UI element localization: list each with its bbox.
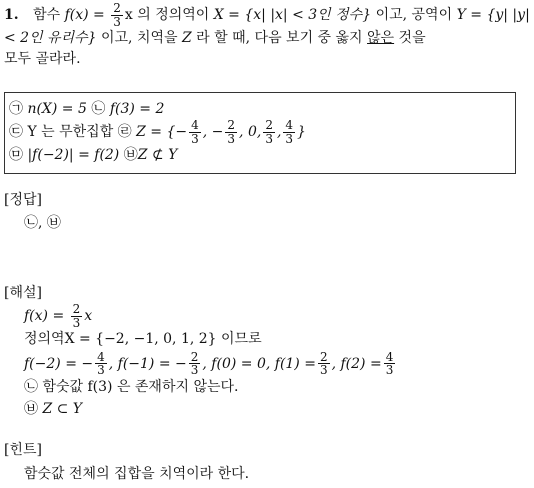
explanation-l3-b: , f(−1) = − bbox=[108, 355, 187, 372]
explanation-l3-c-num: 2 bbox=[319, 349, 328, 364]
choice-4-frac-4-den: 3 bbox=[285, 131, 294, 146]
question-range-var: Z bbox=[181, 30, 192, 47]
explanation-l3-frac-b bbox=[189, 351, 201, 377]
question-text-f: 것을 bbox=[398, 30, 426, 47]
question-underlined: 않은 bbox=[367, 30, 395, 47]
explanation-l3-a-den: 3 bbox=[97, 363, 105, 378]
explanation-l5-mark: ㉥ bbox=[24, 400, 38, 417]
explanation-l3-frac-c bbox=[318, 351, 330, 377]
choice-6: Z ⊄ Y bbox=[137, 147, 178, 164]
choice-6-mark: ㉥ bbox=[123, 147, 138, 164]
explanation-l5-text: Z ⊂ Y bbox=[42, 400, 83, 417]
choice-4-frac-2 bbox=[225, 119, 237, 145]
explanation-body bbox=[24, 303, 524, 420]
explanation-line-4 bbox=[24, 377, 524, 399]
choice-4-frac-1-den: 3 bbox=[191, 131, 199, 146]
hint-heading: [힌트] bbox=[4, 442, 42, 458]
explanation-l3-b-den: 3 bbox=[190, 363, 199, 378]
question-number: 1. bbox=[4, 7, 19, 24]
explanation-l3-frac-a bbox=[95, 351, 107, 377]
explanation-l4-text: 함숫값 f(3) 은 존재하지 않는다. bbox=[42, 379, 239, 396]
choices-line-1 bbox=[9, 99, 515, 119]
answer-text: ㉡, ㉥ bbox=[24, 215, 61, 231]
choice-4-mark: ㉣ bbox=[117, 124, 132, 141]
explanation-l1-frac bbox=[71, 303, 83, 329]
question-text bbox=[4, 2, 530, 70]
explanation-l1-post: x bbox=[84, 308, 93, 325]
choice-4-frac-3 bbox=[263, 119, 275, 145]
question-coef-den: 3 bbox=[113, 14, 121, 29]
question-text-b: x 의 정의역이 bbox=[124, 7, 210, 24]
choice-4-frac-3-den: 3 bbox=[265, 131, 273, 146]
explanation-l1-num: 2 bbox=[72, 302, 81, 316]
choice-4-frac-1 bbox=[189, 119, 201, 145]
question-text-c: 이고, 공역이 bbox=[375, 7, 453, 24]
choice-4-frac-4-num: 4 bbox=[285, 118, 294, 133]
choice-1: n(X) = 5 bbox=[27, 101, 87, 117]
choice-5-mark: ㉤ bbox=[9, 147, 23, 164]
choice-4-frac-1-num: 4 bbox=[191, 118, 199, 133]
choice-3-mark: ㉢ bbox=[9, 124, 23, 141]
question-coef-num: 2 bbox=[113, 1, 121, 15]
question-text-a: 함수 bbox=[33, 7, 61, 24]
choices-line-3 bbox=[9, 145, 515, 165]
hint-text: 함숫값 전체의 집합을 치역이라 한다. bbox=[24, 466, 250, 482]
choice-4-frac-3-num: 2 bbox=[265, 118, 273, 133]
explanation-l3-c: , f(0) = 0, f(1) = bbox=[202, 355, 316, 372]
question-codomain-set: {y| |y| < 2인 유리수} bbox=[4, 7, 530, 47]
choice-4-post: } bbox=[297, 124, 306, 141]
explanation-heading: [해설] bbox=[4, 285, 42, 301]
explanation-l3-frac-d bbox=[384, 351, 396, 377]
choice-4-frac-4 bbox=[283, 119, 295, 145]
question-coef-fraction bbox=[111, 2, 123, 28]
question-codomain-var: Y = bbox=[456, 7, 482, 24]
question-domain-set: X = {x| |x| < 3인 정수} bbox=[213, 7, 372, 24]
choice-4-mid-2: , 0, bbox=[239, 124, 262, 141]
explanation-l3-a-num: 4 bbox=[97, 349, 105, 364]
explanation-l3-d-num: 4 bbox=[385, 349, 394, 364]
choice-4-mid-3: , bbox=[276, 124, 282, 141]
choice-5: |f(−2)| = f(2) bbox=[27, 147, 120, 164]
explanation-line-1 bbox=[24, 303, 524, 329]
choices-line-2 bbox=[9, 119, 515, 145]
answer-heading: [정답] bbox=[4, 192, 42, 208]
choice-2: f(3) = 2 bbox=[109, 101, 165, 117]
explanation-l1-pre: f(x) = bbox=[24, 308, 65, 325]
explanation-l4-mark: ㉡ bbox=[24, 379, 38, 396]
choices-box bbox=[4, 92, 516, 174]
explanation-l3-a: f(−2) = − bbox=[24, 355, 94, 372]
choice-3: Y 는 무한집합 bbox=[27, 124, 114, 141]
explanation-l3-d-den: 3 bbox=[385, 363, 394, 378]
question-text-g: 모두 골라라. bbox=[4, 51, 81, 68]
explanation-l3-b-num: 2 bbox=[190, 349, 199, 364]
explanation-line-2: 정의역X = {−2, −1, 0, 1, 2} 이므로 bbox=[24, 331, 262, 348]
explanation-line-3 bbox=[24, 351, 524, 377]
explanation-line-5 bbox=[24, 399, 524, 421]
choice-4-pre: Z = {− bbox=[136, 124, 188, 141]
choice-2-mark: ㉡ bbox=[91, 101, 106, 117]
explanation-l1-den: 3 bbox=[72, 315, 81, 330]
question-text-e: 라 할 때, 다음 보기 중 옳지 bbox=[196, 30, 363, 47]
choice-1-mark: ㉠ bbox=[9, 101, 23, 117]
explanation-l3-d: , f(2) = bbox=[331, 355, 382, 372]
choice-4-frac-2-num: 2 bbox=[227, 118, 236, 133]
choice-4-mid-1: , − bbox=[202, 124, 224, 141]
explanation-l3-c-den: 3 bbox=[319, 363, 328, 378]
question-text-d: 이고, 치역을 bbox=[101, 30, 178, 47]
choice-4-frac-2-den: 3 bbox=[227, 131, 236, 146]
question-fx: f(x) = bbox=[64, 7, 105, 24]
